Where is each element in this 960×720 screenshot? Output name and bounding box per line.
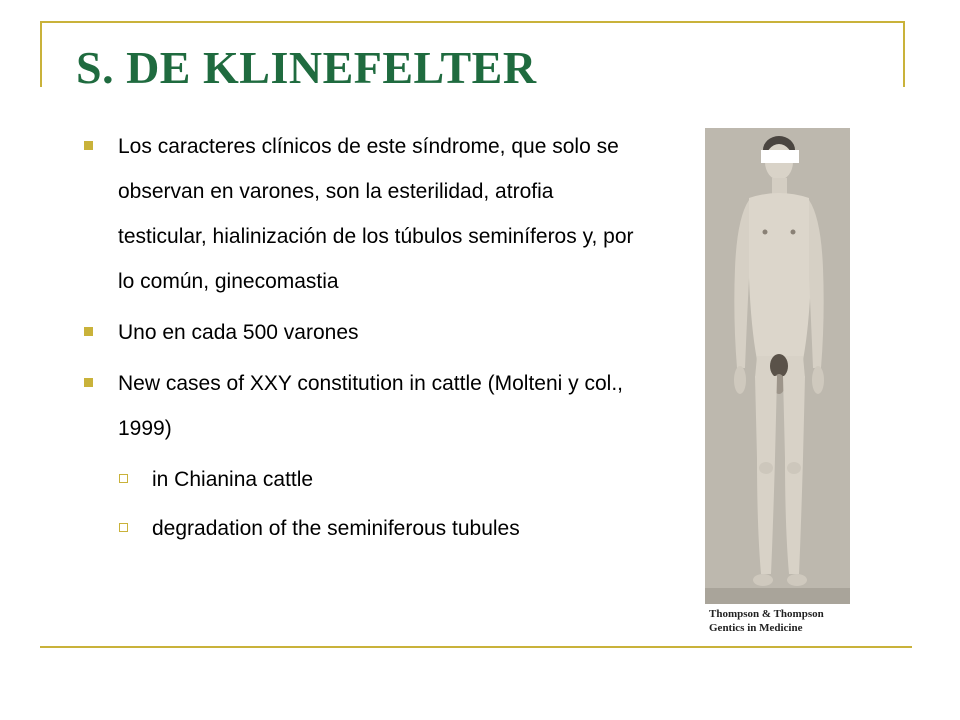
caption-line: Gentics in Medicine	[709, 622, 803, 634]
hollow-square-bullet-icon	[119, 474, 128, 483]
slide-body	[84, 124, 644, 555]
human-figure-illustration	[705, 128, 850, 604]
bullet-text: Uno en cada 500 varones	[118, 321, 359, 344]
frame-top-rule	[40, 21, 904, 23]
frame-bottom-rule	[40, 646, 912, 648]
bullet-item	[84, 310, 644, 355]
sub-bullet-item	[84, 506, 644, 551]
frame-right-rule	[903, 21, 905, 87]
square-bullet-icon	[84, 327, 93, 336]
bullet-item	[84, 124, 644, 304]
square-bullet-icon	[84, 378, 93, 387]
bullet-text: Los caracteres clínicos de este síndrome, que solo se observan en varones, son la esterilidad, atrofia testicular, hialinización de los túbulos seminíferos y, por lo común, ginecomastia	[118, 135, 634, 293]
square-bullet-icon	[84, 141, 93, 150]
bullet-text: New cases of XXY constitution in cattle (Molteni y col., 1999)	[118, 372, 624, 440]
sub-bullet-item	[84, 457, 644, 502]
frame-left-rule	[40, 21, 42, 87]
eye-bar	[761, 150, 799, 163]
sub-bullet-text: in Chianina cattle	[152, 468, 314, 491]
bullet-item	[84, 361, 644, 451]
photo-caption	[705, 604, 850, 638]
slide-title: S. DE KLINEFELTER	[76, 42, 537, 93]
sub-bullet-text: degradation of the seminiferous tubules	[152, 517, 520, 540]
hollow-square-bullet-icon	[119, 523, 128, 532]
clinical-photo	[705, 128, 850, 638]
caption-line: Thompson & Thompson	[709, 608, 824, 620]
